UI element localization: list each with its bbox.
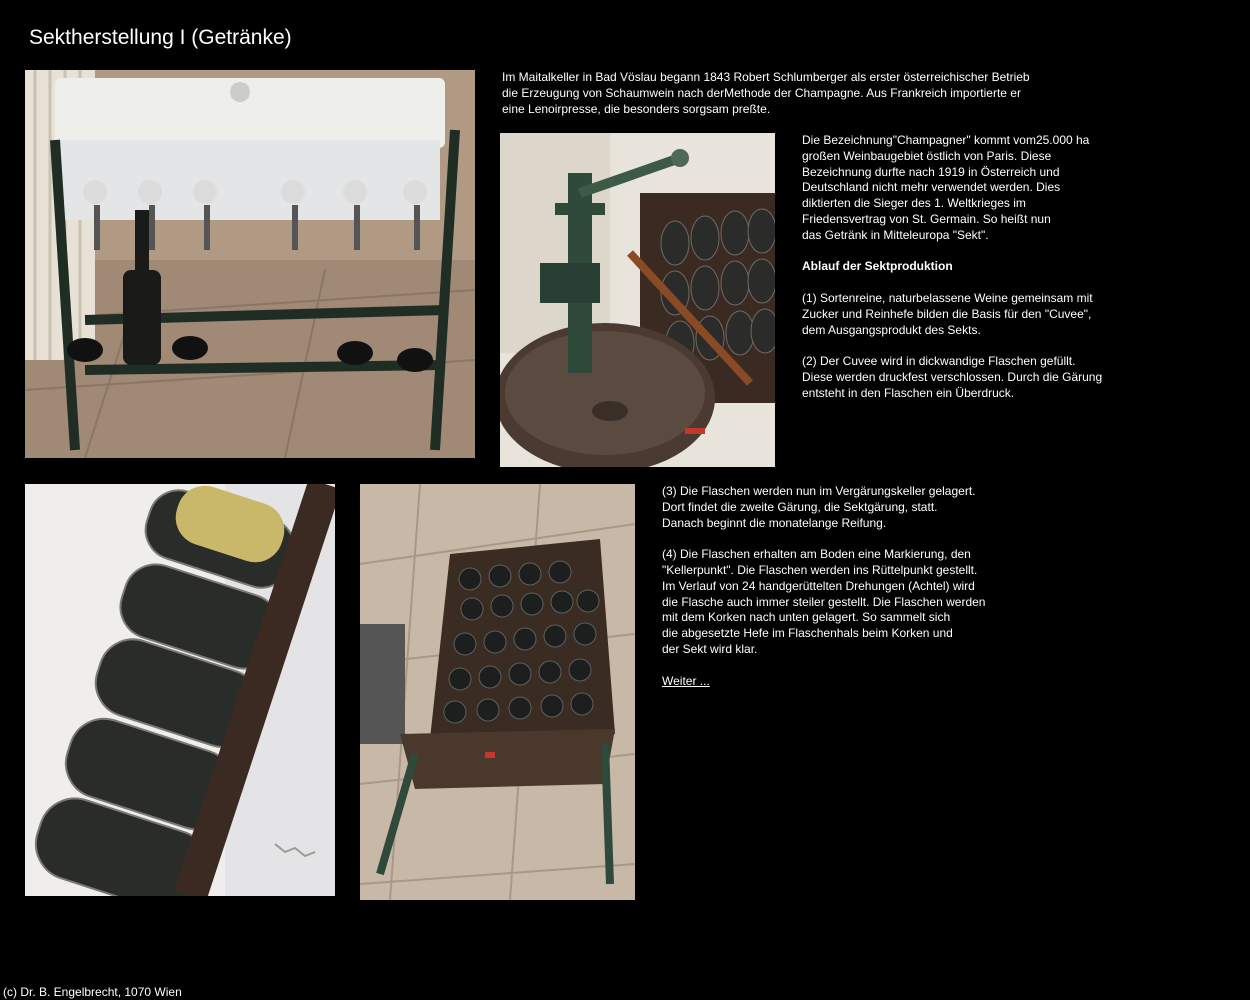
copyright-footer: (c) Dr. B. Engelbrecht, 1070 Wien xyxy=(3,985,182,999)
step-line: (4) Die Flaschen erhalten am Boden eine Markierung, den xyxy=(662,547,971,562)
more-link[interactable]: Weiter ... xyxy=(662,673,710,688)
step-line: die Flasche auch immer steiler gestellt. Die Flaschen werden xyxy=(662,594,986,609)
step-line: (1) Sortenreine, naturbelassene Weine gemeinsam mit xyxy=(802,290,1093,305)
para-line: Friedensvertrag von St. Germain. So heißt nun xyxy=(802,211,1051,226)
intro-line: Im Maitalkeller in Bad Vöslau begann 1843 Robert Schlumberger als erster österreichischer Betrieb xyxy=(502,70,1030,84)
step-line: (3) Die Flaschen werden nun im Vergärungskeller gelagert. xyxy=(662,484,976,498)
step-line: dem Ausgangsprodukt des Sekts. xyxy=(802,322,981,337)
riddling-rack-illustration xyxy=(25,484,335,896)
lower-column-text xyxy=(662,484,1082,689)
step-line: mit dem Korken nach unten gelagert. So sammelt sich xyxy=(662,610,951,625)
filling-machine-illustration xyxy=(25,70,475,458)
para-line: diktierten die Sieger des 1. Weltkrieges im xyxy=(802,196,1026,211)
step-line: Zucker und Reinhefe bilden die Basis für den "Cuvee", xyxy=(802,306,1092,321)
para-line: das Getränk in Mitteleuropa "Sekt". xyxy=(802,227,989,242)
corking-machine-illustration xyxy=(500,133,775,467)
riddling-rack-photo[interactable] xyxy=(25,484,335,896)
filling-machine-photo[interactable] xyxy=(25,70,475,458)
step-line: entsteht in den Flaschen ein Überdruck. xyxy=(802,385,1015,400)
step-line: Dort findet die zweite Gärung, die Sektgärung, statt. xyxy=(662,499,938,514)
bottle-crate-photo[interactable] xyxy=(360,484,635,900)
step-line: Diese werden druckfest verschlossen. Durch die Gärung xyxy=(802,369,1103,384)
intro-line: die Erzeugung von Schaumwein nach derMethode der Champagne. Aus Frankreich importierte er xyxy=(502,85,1021,100)
bottle-crate-illustration xyxy=(360,484,635,900)
intro-text xyxy=(502,70,1062,117)
intro-line: eine Lenoirpresse, die besonders sorgsam preßte. xyxy=(502,101,771,116)
step-line: Danach beginnt die monatelange Reifung. xyxy=(662,515,887,530)
right-column-text xyxy=(802,133,1222,402)
section-heading: Ablauf der Sektproduktion xyxy=(802,259,953,274)
step-line: "Kellerpunkt". Die Flaschen werden ins Rüttelpunkt gestellt. xyxy=(662,562,978,577)
para-line: Die Bezeichnung"Champagner" kommt vom25.000 ha xyxy=(802,133,1090,147)
para-line: großen Weinbaugebiet östlich von Paris. Diese xyxy=(802,148,1052,163)
para-line: Deutschland nicht mehr verwendet werden. Dies xyxy=(802,180,1061,195)
step-line: der Sekt wird klar. xyxy=(662,641,758,656)
page-title: Sektherstellung I (Getränke) xyxy=(29,26,292,49)
step-line: Im Verlauf von 24 handgerüttelten Drehungen (Achtel) wird xyxy=(662,578,975,593)
step-line: die abgesetzte Hefe im Flaschenhals beim Korken und xyxy=(662,626,953,641)
para-line: Bezeichnung durfte nach 1919 in Österreich und xyxy=(802,164,1060,179)
corking-machine-photo[interactable] xyxy=(500,133,775,467)
step-line: (2) Der Cuvee wird in dickwandige Flaschen gefüllt. xyxy=(802,354,1076,369)
